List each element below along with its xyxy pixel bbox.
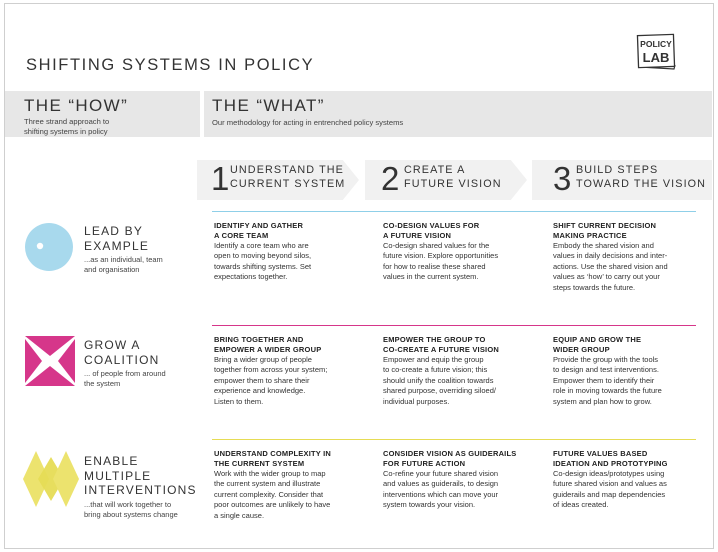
row-sub-line: bring about systems change	[84, 509, 178, 519]
row-name-line: INTERVENTIONS	[84, 483, 197, 497]
cell-heading: EMPOWER THE GROUP TO CO-CREATE A FUTURE VISION	[383, 335, 499, 354]
cell-heading: IDENTIFY AND GATHER A CORE TEAM	[214, 221, 304, 240]
cell-heading: EQUIP AND GROW THE WIDER GROUP	[553, 335, 642, 354]
page-title: SHIFTING SYSTEMS IN POLICY	[26, 56, 315, 74]
cell-r3-c3	[553, 449, 713, 511]
logo-line2: LAB	[642, 50, 670, 65]
circle-icon	[24, 222, 74, 272]
cell-body: Co-design ideas/prototypes using future shared vision and values as guiderails and map dependencies of ideas created.	[553, 469, 667, 510]
cell-body: Provide the group with the tools to design and test interventions. Empower them to identify their role in moving towards the future system and plan how to grow.	[553, 355, 662, 406]
cell-r1-c3	[553, 221, 713, 293]
step-name-line: BUILD STEPS	[576, 164, 659, 176]
row-name-line: LEAD BY	[84, 224, 144, 238]
what-title: THE “WHAT”	[212, 96, 325, 115]
step-name-2	[404, 164, 502, 191]
cell-r1-c1	[214, 221, 374, 283]
how-subtitle	[24, 117, 109, 136]
cell-body: Work with the wider group to map the current system and illustrate current complexity. Consider that poor outcomes are unlikely to have a single cause.	[214, 469, 331, 520]
row-divider-3	[212, 439, 696, 440]
row-name-line: EXAMPLE	[84, 238, 150, 253]
step-name-line: CREATE A	[404, 164, 466, 176]
cell-r1-c2	[383, 221, 543, 283]
row-divider-2	[212, 325, 696, 326]
how-subtitle-line: Three strand approach to	[24, 117, 110, 126]
step-name-1	[230, 164, 345, 191]
cell-heading: SHIFT CURRENT DECISION MAKING PRACTICE	[553, 221, 657, 240]
cell-r3-c2	[383, 449, 551, 511]
row-name-line: MULTIPLE	[84, 468, 152, 483]
step-name-3	[576, 164, 706, 191]
step-number-1: 1	[211, 160, 230, 197]
row-divider-1	[212, 211, 696, 212]
step-name-line: UNDERSTAND THE	[230, 164, 344, 176]
cell-body: Co-refine your future shared vision and values as guiderails, to design interventions which can move your system towards your vision.	[383, 469, 499, 510]
row-sub-coalition	[84, 369, 166, 389]
step-number-3: 3	[553, 160, 572, 197]
cell-r2-c2	[383, 335, 543, 407]
row-name-interventions	[84, 454, 197, 498]
cell-heading: CO-DESIGN VALUES FOR A FUTURE VISION	[383, 221, 480, 240]
four-triangles-icon	[25, 336, 75, 386]
what-subtitle: Our methodology for acting in entrenched policy systems	[212, 118, 404, 127]
row-sub-line: the system	[84, 378, 121, 388]
step-name-line: CURRENT SYSTEM	[230, 177, 346, 190]
row-name-lead	[84, 224, 149, 253]
row-sub-line: and organisation	[84, 264, 140, 274]
diamonds-icon	[21, 449, 81, 509]
cell-heading: BRING TOGETHER AND EMPOWER A WIDER GROUP	[214, 335, 322, 354]
row-sub-line: ...that will work together to	[84, 500, 172, 509]
row-name-coalition	[84, 338, 159, 367]
cell-body: Co-design shared values for the future vision. Explore opportunities for how to realise these shared values in the current system.	[383, 241, 499, 282]
step-name-line: FUTURE VISION	[404, 177, 502, 190]
cell-body: Empower and equip the group to co-create a future vision; this should unify the coalition towards shared purpose, overriding siloed/ individual purposes.	[383, 355, 496, 406]
cell-r2-c1	[214, 335, 374, 407]
row-sub-lead	[84, 255, 163, 275]
cell-r3-c1	[214, 449, 374, 521]
cell-body: Bring a wider group of people together from across your system; empower them to share their experience and knowledge. Listen to them.	[214, 355, 328, 406]
row-name-line: ENABLE	[84, 454, 139, 468]
cell-r2-c3	[553, 335, 713, 407]
cell-heading: CONSIDER VISION AS GUIDERAILS FOR FUTURE ACTION	[383, 449, 517, 468]
logo-icon	[634, 33, 680, 71]
step-number-2: 2	[381, 160, 400, 197]
how-title: THE “HOW”	[24, 96, 129, 115]
cell-body: Embody the shared vision and values in daily decisions and inter- actions. Use the shared vision and values as ‘how’ to carry out your steps towards the future.	[553, 241, 668, 292]
row-sub-line: ...as an individual, team	[84, 255, 163, 264]
policy-lab-logo	[634, 33, 680, 71]
step-name-line: TOWARD THE VISION	[576, 177, 707, 190]
row-name-line: COALITION	[84, 352, 160, 367]
cell-body: Identify a core team who are open to moving beyond silos, towards shifting systems. Set expectations together.	[214, 241, 312, 282]
row-sub-line: ... of people from around	[84, 369, 166, 378]
cell-heading: UNDERSTAND COMPLEXITY IN THE CURRENT SYSTEM	[214, 449, 332, 468]
row-sub-interventions	[84, 500, 178, 520]
how-subtitle-line: shifting systems in policy	[24, 126, 108, 136]
logo-line1: POLICY	[640, 39, 672, 49]
cell-heading: FUTURE VALUES BASED IDEATION AND PROTOTYPING	[553, 449, 668, 468]
row-name-line: GROW A	[84, 338, 141, 352]
